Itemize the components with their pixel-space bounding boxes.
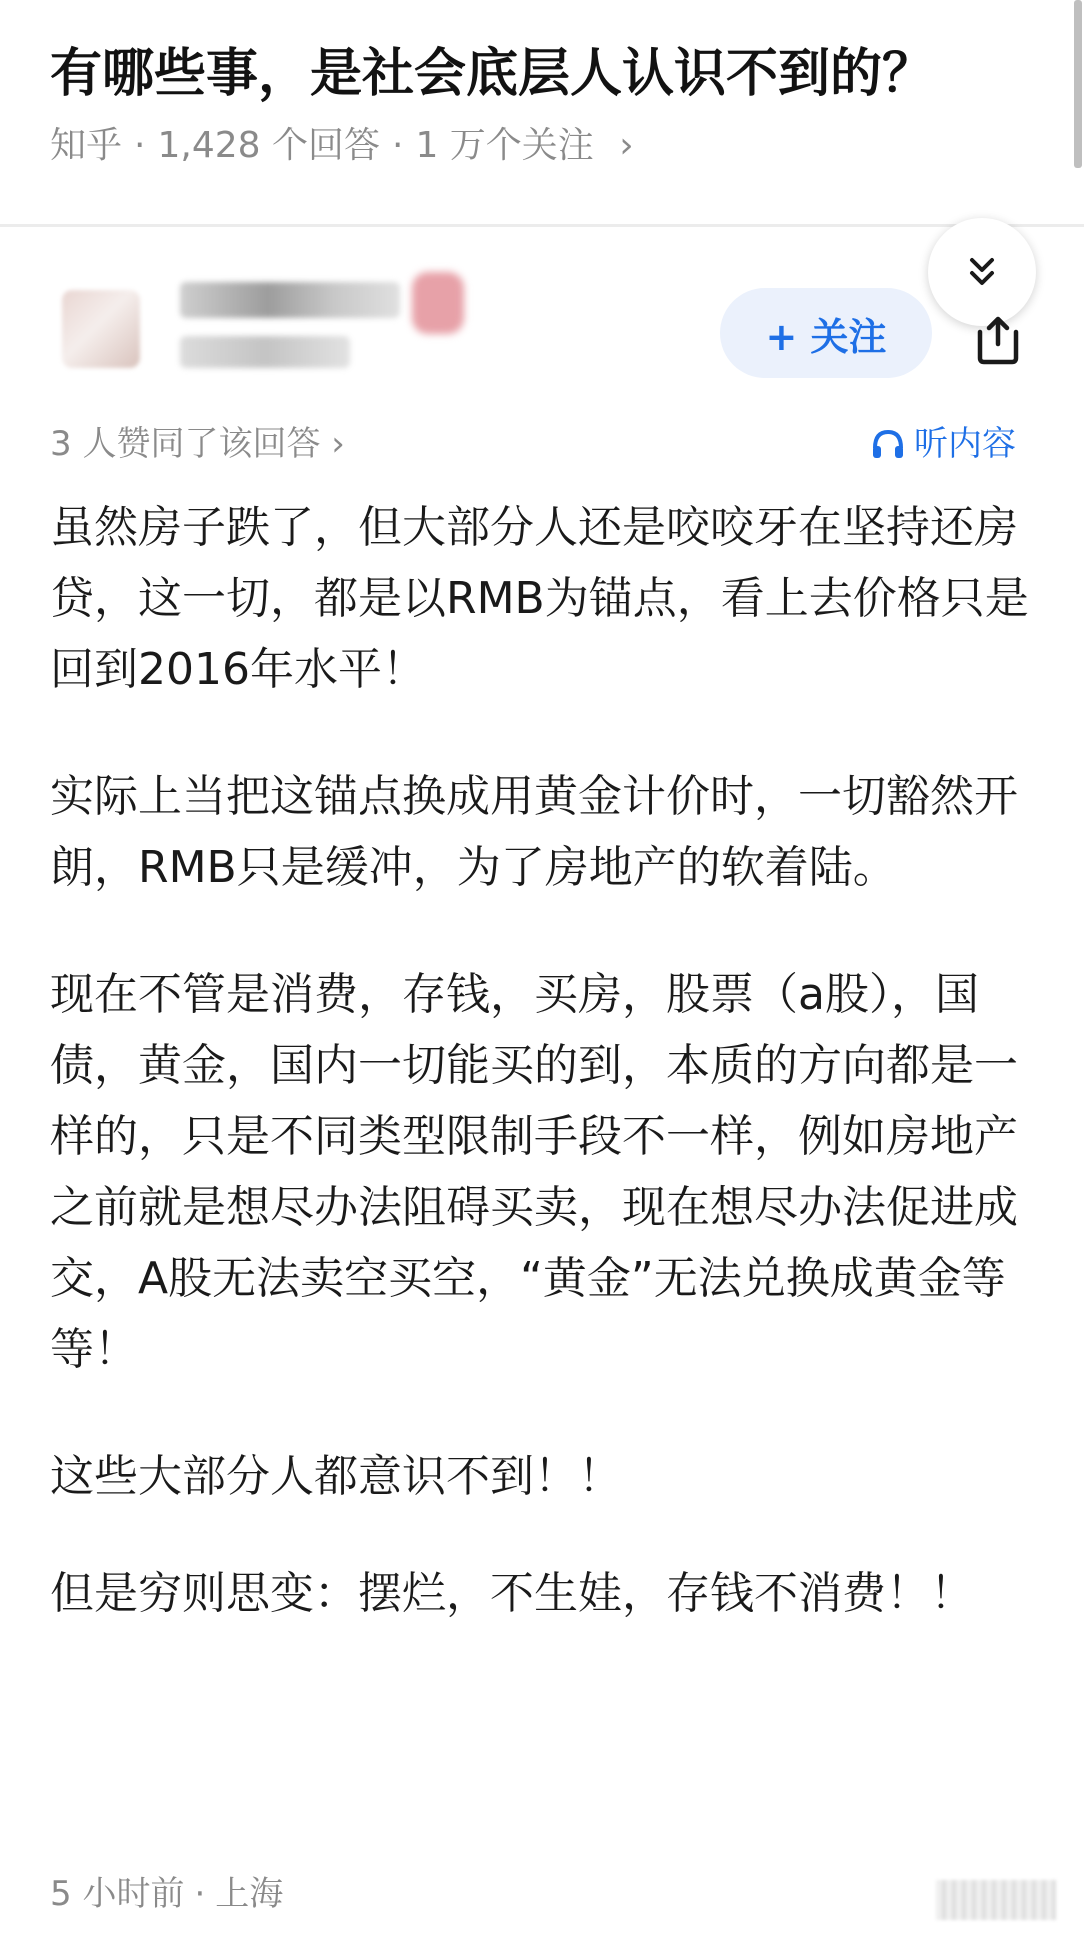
scrollbar[interactable] — [1074, 0, 1082, 168]
question-meta[interactable] — [50, 118, 634, 174]
author-headline-blurred — [180, 336, 350, 368]
question-title[interactable]: 有哪些事，是社会底层人认识不到的？ — [50, 44, 935, 104]
watermark — [936, 1880, 1056, 1920]
post-time: 5 小时前 — [50, 1874, 185, 1914]
answer-count: 1,428 个回答 — [157, 125, 380, 166]
chevron-right-icon: › — [619, 125, 634, 166]
vote-summary[interactable]: 3 人赞同了该回答 › — [50, 424, 345, 464]
divider — [0, 224, 1084, 227]
listen-label: 听内容 — [914, 424, 1016, 464]
meta-separator: · — [391, 125, 404, 166]
answer-paragraph: 这些大部分人都意识不到！！ — [50, 1451, 622, 1502]
avatar[interactable] — [62, 290, 140, 368]
answer-paragraph: 现在不管是消费，存钱，买房，股票（a股），国债，黄金，国内一切能买的到，本质的方向都是一样的，只是不同类型限制手段不一样，例如房地产之前就是想尽办法阻碍买卖，现在想尽办法促进成交，A股无法卖空买空，“黄金”无法兑换成黄金等等！ — [50, 969, 1018, 1375]
answer-paragraph: 实际上当把这锚点换成用黄金计价时，一切豁然开朗，RMB只是缓冲，为了房地产的软着陆。 — [50, 771, 1018, 893]
answer-footer-meta — [50, 1868, 283, 1920]
meta-separator: · — [194, 1874, 206, 1914]
double-chevron-down-icon — [962, 252, 1002, 292]
author-name-blurred[interactable] — [180, 282, 400, 318]
follow-button[interactable]: + 关注 — [720, 288, 932, 378]
headphones-icon — [870, 426, 906, 462]
answer-body — [50, 492, 1040, 1685]
author-badge-blurred — [412, 272, 464, 334]
share-icon[interactable] — [972, 314, 1024, 366]
collapse-button[interactable] — [928, 218, 1036, 326]
answer-paragraph: 但是穷则思变：摆烂，不生娃，存钱不消费！！ — [50, 1568, 974, 1619]
answer-paragraph: 虽然房子跌了，但大部分人还是咬咬牙在坚持还房贷，这一切，都是以RMB为锚点，看上去价格只是回到2016年水平！ — [50, 502, 1029, 695]
question-source: 知乎 — [50, 125, 123, 166]
listen-button[interactable] — [870, 418, 1016, 470]
follower-count: 1 万个关注 — [415, 125, 594, 166]
meta-separator: · — [134, 125, 146, 166]
post-location: 上海 — [215, 1874, 284, 1914]
